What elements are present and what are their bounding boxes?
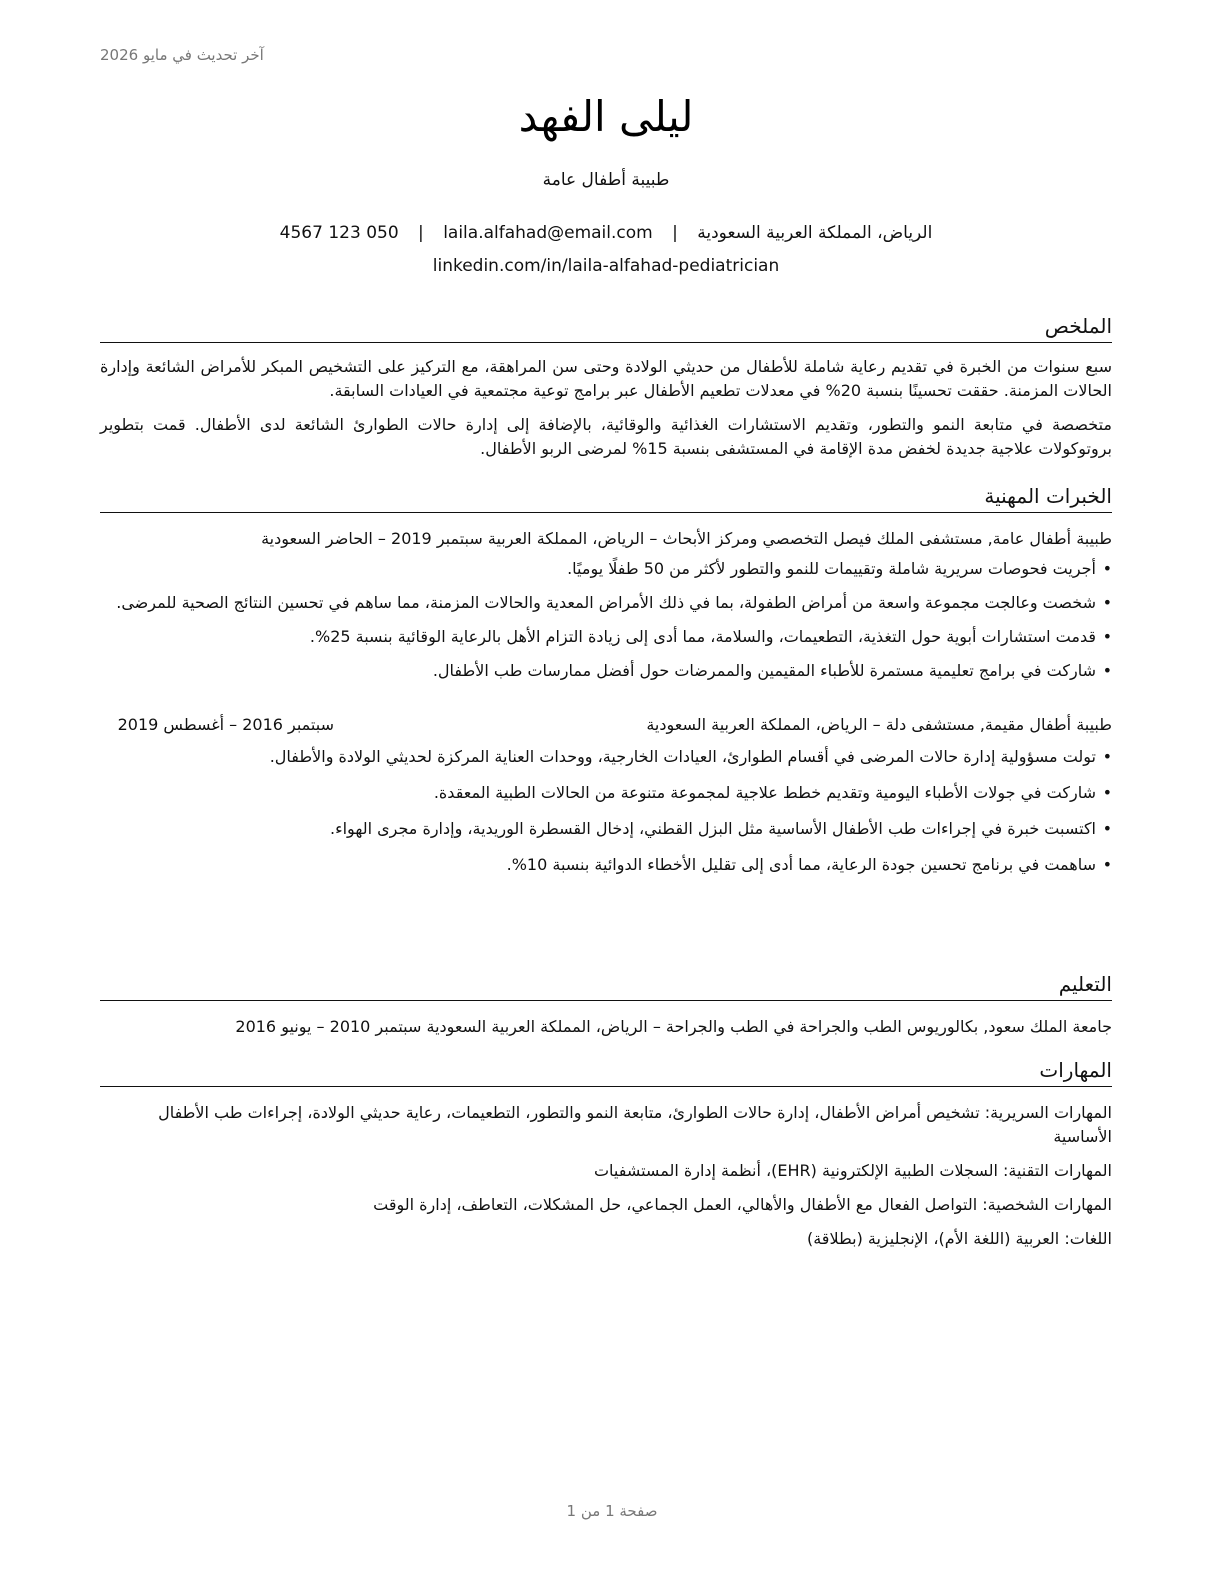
list-item: • أجريت فحوصات سريرية شاملة وتقييمات للنمو والتطور لأكثر من 50 طفلًا يوميًا.: [100, 557, 1112, 581]
section-heading-summary: الملخص: [100, 312, 1112, 343]
linkedin-link[interactable]: linkedin.com/in/laila-alfahad-pediatrician: [432, 256, 780, 276]
education-line: جامعة الملك سعود, بكالوريوس الطب والجراحة في الطب والجراحة – الرياض، المملكة العربية السعودية سبتمبر 2010 – يونيو 2016: [235, 1017, 1112, 1036]
job-2-bullets: [100, 745, 1112, 877]
list-item: • ساهمت في برنامج تحسين جودة الرعاية، مما أدى إلى تقليل الأخطاء الدوائية بنسبة 10%.: [100, 853, 1112, 877]
list-item: • قدمت استشارات أبوية حول التغذية، التطعيمات، والسلامة، مما أدى إلى زيادة التزام الأهل بالرعاية الوقائية بنسبة 25%.: [100, 625, 1112, 649]
skills-languages: اللغات: العربية (اللغة الأم)، الإنجليزية (بطلاقة): [806, 1229, 1112, 1248]
job-2-heading: [100, 713, 1112, 737]
experience-section: [100, 482, 1112, 877]
summary-paragraph-1: سبع سنوات من الخبرة في تقديم رعاية شاملة للأطفال من حديثي الولادة وحتى سن المراهقة، مع التركيز على التشخيص المبكر للأمراض الشائعة وإدارة الحالات المزمنة. حققت تحسينًا بنسبة 20% في معدلات تطعيم الأطفال عبر برامج توعية مجتمعية في العيادات السابقة.: [100, 357, 1112, 400]
skills-personal: المهارات الشخصية: التواصل الفعال مع الأطفال والأهالي، العمل الجماعي، حل المشكلات، التعاطف، إدارة الوقت: [373, 1195, 1112, 1214]
job-2-dates: سبتمبر 2016 – أغسطس 2019: [117, 715, 334, 734]
skills-technical: المهارات التقنية: السجلات الطبية الإلكترونية (EHR)، أنظمة إدارة المستشفيات: [593, 1161, 1112, 1180]
phone: 4567 123 050: [279, 223, 399, 243]
skills-section: [100, 1056, 1112, 1251]
resume-page: [100, 0, 1112, 1584]
candidate-name: ليلى الفهد: [518, 92, 694, 141]
summary-section: [100, 312, 1112, 461]
list-item: • اكتسبت خبرة في إجراءات طب الأطفال الأساسية مثل البزل القطني، إدخال القسطرة الوريدية، وإدارة مجرى الهواء.: [100, 817, 1112, 841]
education-section: [100, 970, 1112, 1039]
page-number: صفحة 1 من 1: [566, 1502, 658, 1520]
separator: |: [672, 223, 678, 243]
list-item: • شاركت في جولات الأطباء اليومية وتقديم خطط علاجية لمجموعة متنوعة من الحالات الطبية المعقدة.: [100, 781, 1112, 805]
email-link[interactable]: laila.alfahad@email.com: [443, 223, 653, 243]
section-heading-education: التعليم: [100, 970, 1112, 1001]
list-item: • شاركت في برامج تعليمية مستمرة للأطباء المقيمين والممرضات حول أفضل ممارسات طب الأطفال.: [100, 659, 1112, 683]
list-item: • تولت مسؤولية إدارة حالات المرضى في أقسام الطوارئ، العيادات الخارجية، ووحدات العناية المركزة لحديثي الولادة والأطفال.: [100, 745, 1112, 769]
job-1-heading: طبيبة أطفال عامة, مستشفى الملك فيصل التخصصي ومركز الأبحاث – الرياض، المملكة العربية سبتمبر 2019 – الحاضر السعودية: [261, 529, 1112, 548]
list-item: • شخصت وعالجت مجموعة واسعة من أمراض الطفولة، بما في ذلك الأمراض المعدية والحالات المزمنة، مما ساهم في تحسين النتائج الصحية للمرضى.: [100, 591, 1112, 615]
separator: |: [418, 223, 424, 243]
section-heading-skills: المهارات: [100, 1056, 1112, 1087]
skills-clinical: المهارات السريرية: تشخيص أمراض الأطفال، إدارة حالات الطوارئ، متابعة النمو والتطور، التطعيمات، رعاية حديثي الولادة، إجراءات طب الأطفال الأساسية: [158, 1103, 1112, 1146]
contact-line: [100, 223, 1112, 243]
summary-paragraph-2: متخصصة في متابعة النمو والتطور، وتقديم الاستشارات الغذائية والوقائية، بالإضافة إلى إدارة حالات الطوارئ الشائعة لدى الأطفال. قمت بتطوير بروتوكولات علاجية جديدة لخفض مدة الإقامة في المستشفى بنسبة 15% لمرضى الربو الأطفال.: [100, 415, 1112, 458]
last-updated: آخر تحديث في مايو 2026: [100, 46, 264, 64]
location: الرياض، المملكة العربية السعودية: [697, 223, 933, 243]
job-2-role: طبيبة أطفال مقيمة, مستشفى دلة – الرياض، المملكة العربية السعودية: [646, 715, 1112, 734]
candidate-title: طبيبة أطفال عامة: [542, 170, 670, 190]
job-1-bullets: [100, 557, 1112, 683]
section-heading-experience: الخبرات المهنية: [100, 482, 1112, 513]
